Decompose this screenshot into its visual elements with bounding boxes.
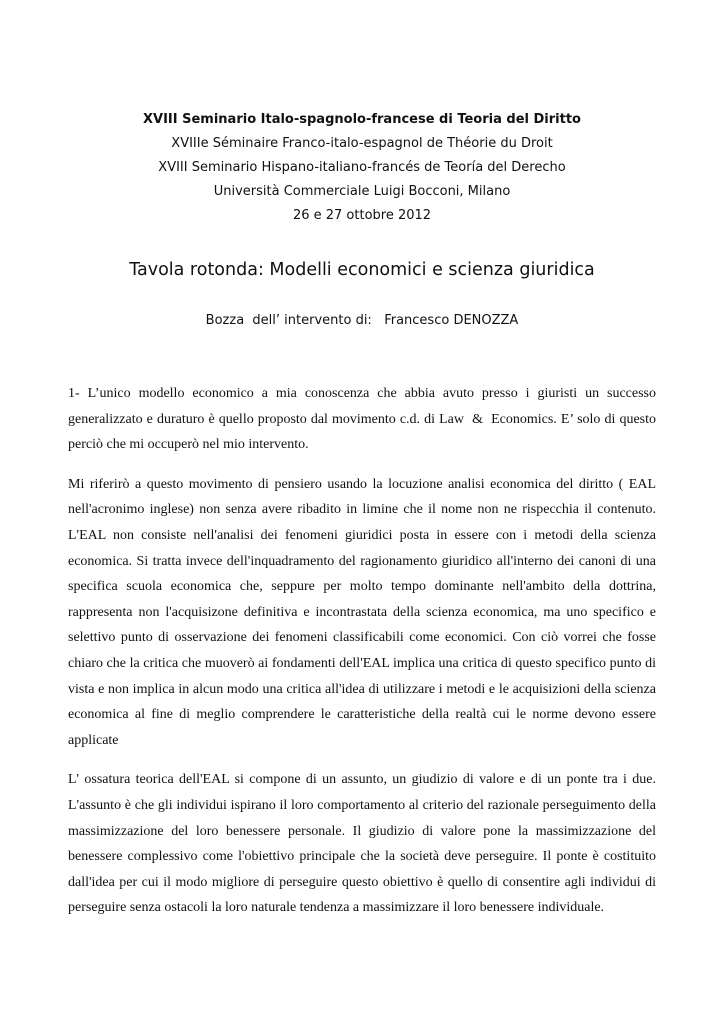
header-line-french: XVIIIe Séminaire Franco-italo-espagnol de Théorie du Droit [171,136,553,151]
paragraph: 1- L’unico modello economico a mia conoscenza che abbia avuto presso i giuristi un successo generalizzato e duraturo è quello proposto dal movimento c.d. di Law & Economics. E’ solo di questo perciò che mi occuperò nel mio intervento. [68,386,660,453]
header-line-spanish: XVIII Seminario Hispano-italiano-francés de Teoría del Derecho [158,160,566,175]
header-line-date: 26 e 27 ottobre 2012 [292,208,432,223]
paragraph: Mi riferirò a questo movimento di pensiero usando la locuzione analisi economica del diritto ( EAL nell'acronimo inglese) non senza avere ribadito in limine che il nome non ne rispecchia il contenuto. L'EAL non consiste nell'analisi dei fenomeni giuridici posta in essere con i metodi della scienza economica. Si tratta invece dell'inquadramento del ragionamento giuridico all'interno dei canoni di una specifica scuola economica che, seppure per molto tempo dominante nell'ambito della dottrina, rappresenta non l'acquisizone definitiva e incontrastata della scienza economica, ma uno specifico e selettivo punto di osservazione dei fenomeni classificabili come economici. Con ciò vorrei che fosse chiaro che la critica che muoverò ai fondamenti dell'EAL implica una critica di questo specifico punto di vista e non implica in alcun modo una critica all'idea di utilizzare i metodi e le acquisizioni della scienza economica al fine di meglio comprendere le caratteristiche della realtà cui le norme devono essere applicate [68,476,660,748]
author-line: Bozza dell’ intervento di: Francesco DENOZZA [205,313,519,328]
paragraph: L' ossatura teorica dell'EAL si compone di un assunto, un giudizio di valore e di un ponte tra i due. L'assunto è che gli individui ispirano il loro comportamento al criterio del razionale perseguimento della massimizzazione del loro benessere personale. Il giudizio di valore pone la massimizzazione del benessere complessivo come l'obiettivo principale che la società deve perseguire. Il ponte è costituito dall'idea per cui il modo migliore di perseguire questo obiettivo è quello di consentire agli individui di perseguire senza ostacoli la loro naturale tendenza a massimizzare il loro benessere individuale. [68,772,660,916]
header-line-italian: XVIII Seminario Italo-spagnolo-francese di Teoria del Diritto [143,112,581,127]
document-body [68,381,660,935]
document-title: Tavola rotonda: Modelli economici e scienza giuridica [129,260,595,280]
header-line-venue: Università Commerciale Luigi Bocconi, Milano [213,184,511,199]
seminar-header [0,108,724,228]
